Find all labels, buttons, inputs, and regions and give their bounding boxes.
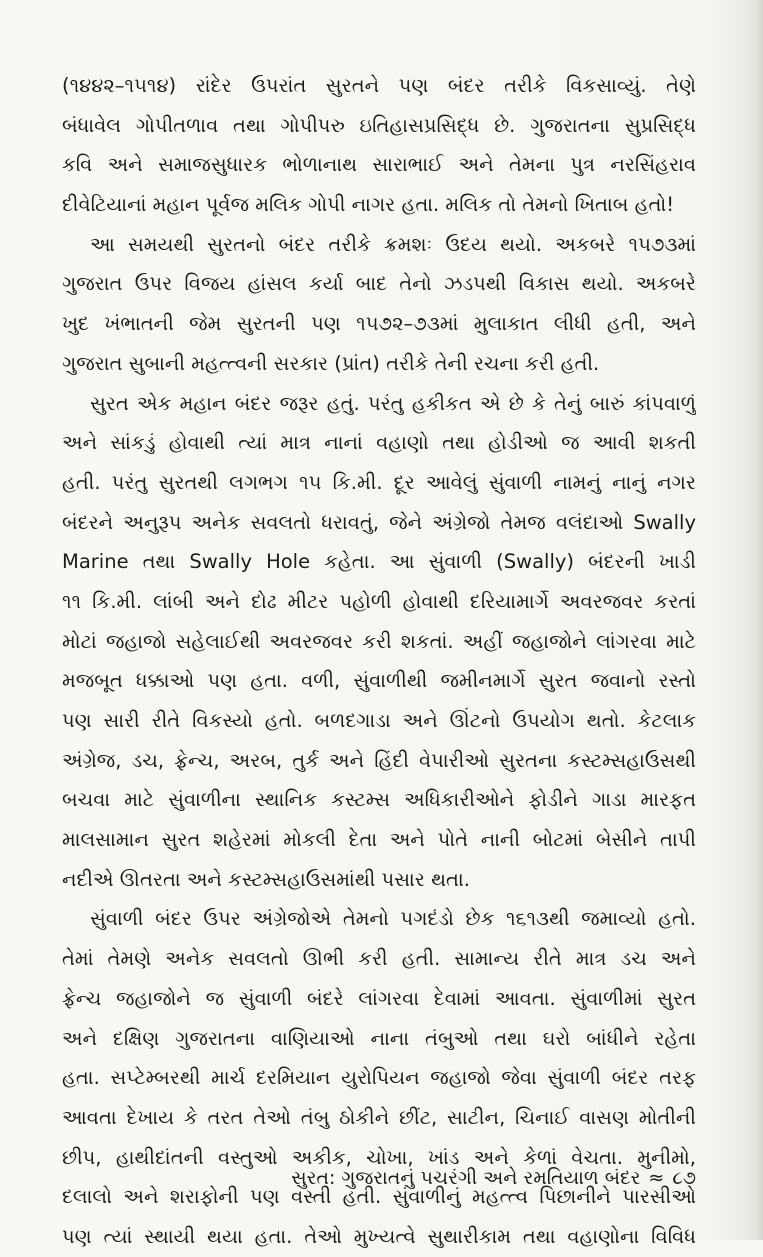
- page-edge-shadow: [753, 0, 763, 1240]
- text-line: અને સાંકડું હોવાથી ત્યાં માત્ર નાનાં વહાણો તથા હોડીઓ જ આવી શકતી: [62, 431, 696, 455]
- text-line: કવિ અને સમાજસુધારક ભોળાનાથ સારાભાઈ અને તેમના પુત્ર નરસિંહરાવ: [62, 153, 696, 177]
- text-line: તેમાં તેમણે અનેક સવલતો ઊભી કરી હતી. સામાન્ય રીતે માત્ર ડચ અને: [62, 947, 696, 971]
- text-line: પણ સારી રીતે વિકસ્યો હતો. બળદગાડા અને ઊંટનો ઉપયોગ થતો. કેટલાક: [62, 709, 696, 732]
- paragraph-3: [62, 384, 696, 900]
- text-line: બંધાવેલ ગોપીતળાવ તથા ગોપીપરુ ઇતિહાસપ્રસિદ્ધ છે. ગુજરાતના સુપ્રસિદ્ધ: [62, 113, 696, 137]
- text-line: હતા. સપ્ટેમ્બરથી માર્ચ દરમિયાન યુરોપિયન જહાજો જેવા સુંવાળી બંદર તરફ: [62, 1066, 696, 1090]
- paragraph-4: [62, 899, 696, 1256]
- footer-separator: ≈: [648, 1167, 665, 1189]
- text-line: આવતા દેખાય કે તરત તેઓ તંબુ ઠોકીને છીંટ, સાટીન, ચિનાઈ વાસણ મોતીની: [62, 1105, 696, 1129]
- text-line: માલસામાન સુરત શહેરમાં મોકલી દેતા અને પોતે નાની બોટમાં બેસીને તાપી: [62, 828, 696, 852]
- text-line: (૧૪૪૨–૧૫૧૪) રાંદેર ઉપરાંત સુરતને પણ બંદર તરીકે વિકસાવ્યું. તેણે: [62, 74, 696, 97]
- body-text: [62, 66, 696, 1257]
- text-line: મજબૂત ધક્કાઓ પણ હતા. વળી, સુંવાળીથી જમીનમાર્ગે સુરત જવાનો રસ્તો: [62, 669, 696, 693]
- text-line: આ સમયથી સુરતનો બંદર તરીકે ક્રમશઃ ઉદય થયો. અકબરે ૧૫૭૩માં: [90, 232, 696, 256]
- text-line: અને દક્ષિણ ગુજરાતના વાણિયાઓ નાના તંબુઓ તથા ઘરો બાંધીને રહેતા: [62, 1026, 696, 1050]
- text-line: મોટાં જહાજો સહેલાઈથી અવરજવર કરી શકતાં. અહીં જહાજોને લાંગરવા માટે: [62, 629, 696, 653]
- text-line: ખુદ ખંભાતની જેમ સુરતની પણ ૧૫૭૨–૭૩માં મુલાકાત લીધી હતી, અને: [62, 312, 696, 336]
- text-line: ફ્રેન્ચ જહાજોને જ સુંવાળી બંદરે લાંગરવા દેવામાં આવતા. સુંવાળીમાં સુરત: [62, 986, 696, 1010]
- page-number: ૮૭: [672, 1167, 696, 1189]
- text-line: પણ ત્યાં સ્થાયી થયા હતા. તેઓ મુખ્યત્વે સુથારીકામ તથા વહાણોના વિવિધ: [62, 1224, 696, 1248]
- text-line: ૧૧ કિ.મી. લાંબી અને દોઢ મીટર પહોળી હોવાથી દરિયામાર્ગે અવરજવર કરતાં: [62, 589, 696, 613]
- text-line: દીવેટિયાનાં મહાન પૂર્વજ મલિક ગોપી નાગર હતા. મલિક તો તેમનો ખિતાબ હતો!: [62, 193, 675, 217]
- running-title: સુરત: ગુજરાતનું પચરંગી અને રમતિયાળ બંદર: [291, 1167, 641, 1189]
- paragraph-1: [62, 66, 696, 225]
- text-line: નદીએ ઊતરતા અને કસ્ટમ્સહાઉસમાંથી પસાર થતા.: [62, 867, 470, 891]
- text-line: Marine તથા Swally Hole કહેતા. આ સુંવાળી (Swally) બંદરની ખાડી: [62, 550, 696, 574]
- text-line: બંદરને અનુરૂપ અનેક સવલતો ધરાવતું, જેને અંગ્રેજો તેમજ વલંદાઓ Swally: [62, 510, 696, 534]
- page-footer: [250, 1162, 696, 1194]
- text-line: દલાલો અને શરાફોની પણ વસ્તી હતી. સુંવાળીનું મહત્ત્વ પિછાનીને પારસીઓ: [62, 1185, 696, 1209]
- paragraph-2: [62, 225, 696, 384]
- text-line: ગુજરાત ઉપર વિજય હાંસલ કર્યા બાદ તેનો ઝડપથી વિકાસ થયો. અકબરે: [62, 272, 696, 296]
- text-line: સુંવાળી બંદર ઉપર અંગ્રેજોએ તેમનો પગદંડો છેક ૧૬૧૩થી જમાવ્યો હતો.: [90, 907, 696, 931]
- text-line: બચવા માટે સુંવાળીના સ્થાનિક કસ્ટમ્સ અધિકારીઓને ફોડીને ગાડા મારફત: [62, 788, 696, 812]
- text-line: છીપ, હાથીદાંતની વસ્તુઓ અકીક, ચોખા, ખાંડ અને કેળાં વેચતા. મુનીમો,: [62, 1145, 696, 1169]
- text-line: હતી. પરંતુ સુરતથી લગભગ ૧૫ કિ.મી. દૂર આવેલું સુંવાળી નામનું નાનું નગર: [62, 470, 696, 494]
- text-line: અંગ્રેજ, ડચ, ફ્રેન્ચ, અરબ, તુર્ક અને હિંદી વેપારીઓ સુરતના કસ્ટમ્સહાઉસથી: [62, 748, 696, 772]
- text-line: ગુજરાત સુબાની મહત્ત્વની સરકાર (પ્રાંત) તરીકે તેની રચના કરી હતી.: [62, 351, 600, 375]
- text-line: સુરત એક મહાન બંદર જરૂર હતું. પરંતુ હકીકત એ છે કે તેનું બારું કાંપવાળું: [90, 391, 696, 415]
